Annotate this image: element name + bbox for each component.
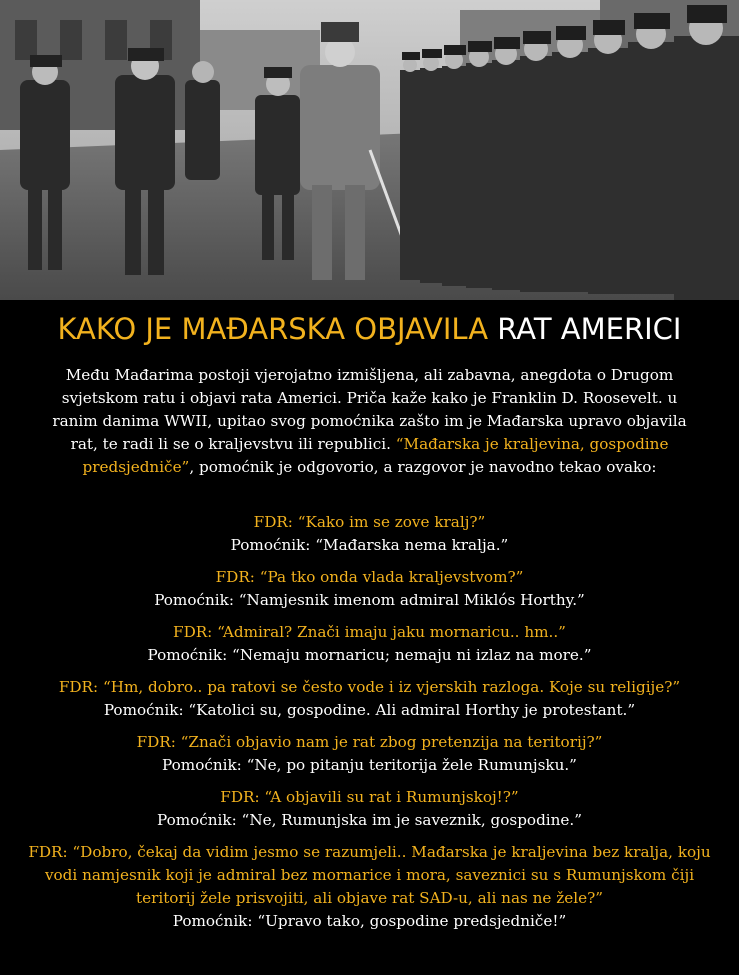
assistant-line: Pomoćnik: “Nemaju mornaricu; nemaju ni izlaz na more.”: [147, 646, 592, 664]
dialog-exchange: [20, 621, 719, 667]
intro-quote: “Mađarska je kraljevina, gospodine predsjedniče”: [82, 435, 669, 476]
headline-highlight: KAKO JE MAĐARSKA OBJAVILA: [57, 312, 489, 346]
assistant-line: Pomoćnik: “Ne, Rumunjska im je saveznik, gospodine.”: [156, 811, 583, 829]
assistant-line: Pomoćnik: “Upravo tako, gospodine predsjedniče!”: [172, 912, 567, 930]
headline: [0, 312, 739, 346]
intro-end: , pomoćnik je odgovorio, a razgovor je navodno tekao ovako:: [189, 458, 657, 476]
dialog-exchange: [20, 676, 719, 722]
assistant-line: Pomoćnik: “Mađarska nema kralja.”: [230, 536, 509, 554]
fdr-line: FDR: “A objavili su rat i Rumunjskoj!?”: [220, 788, 519, 806]
fdr-line: FDR: “Kako im se zove kralj?”: [253, 513, 486, 531]
dialog-exchange: [20, 841, 719, 933]
intro-paragraph: [40, 364, 699, 479]
fdr-line: FDR: “Dobro, čekaj da vidim jesmo se razumjeli.. Mađarska je kraljevina bez kralja, koju vodi namjesnik koji je admiral bez mornarice i mora, saveznici su s Rumunjskom čiji teritorij žele prisvojiti, ali objave rat SAD-u, ali nas ne žele?”: [28, 843, 711, 907]
dialog-exchange: [20, 786, 719, 832]
historical-photo: [0, 0, 739, 300]
dialog: [20, 511, 719, 942]
dialog-exchange: [20, 511, 719, 557]
fdr-line: FDR: “Znači objavio nam je rat zbog pretenzija na teritorij?”: [136, 733, 603, 751]
fdr-line: FDR: “Hm, dobro.. pa ratovi se često vode i iz vjerskih razloga. Koje su religije?”: [58, 678, 681, 696]
dialog-exchange: [20, 566, 719, 612]
fdr-line: FDR: “Pa tko onda vlada kraljevstvom?”: [215, 568, 524, 586]
assistant-line: Pomoćnik: “Namjesnik imenom admiral Miklós Horthy.”: [154, 591, 585, 609]
fdr-line: FDR: “Admiral? Znači imaju jaku mornaricu.. hm..”: [173, 623, 566, 641]
assistant-line: Pomoćnik: “Katolici su, gospodine. Ali admiral Horthy je protestant.”: [103, 701, 636, 719]
assistant-line: Pomoćnik: “Ne, po pitanju teritorija žele Rumunjsku.”: [162, 756, 577, 774]
headline-rest: RAT AMERICI: [497, 312, 682, 346]
intro-text: Među Mađarima postoji vjerojatno izmišljena, ali zabavna, anegdota o Drugom svjetskom ratu i objavi rata Americi. Priča kaže kako je Franklin D. Roosevelt. u ranim danima WWII, upitao svog pomoćnika zašto im je Mađarska upravo objavila rat, te radi li se o kraljevstvu ili republici.: [52, 366, 687, 453]
photo-illustration: [0, 0, 739, 300]
dialog-exchange: [20, 731, 719, 777]
